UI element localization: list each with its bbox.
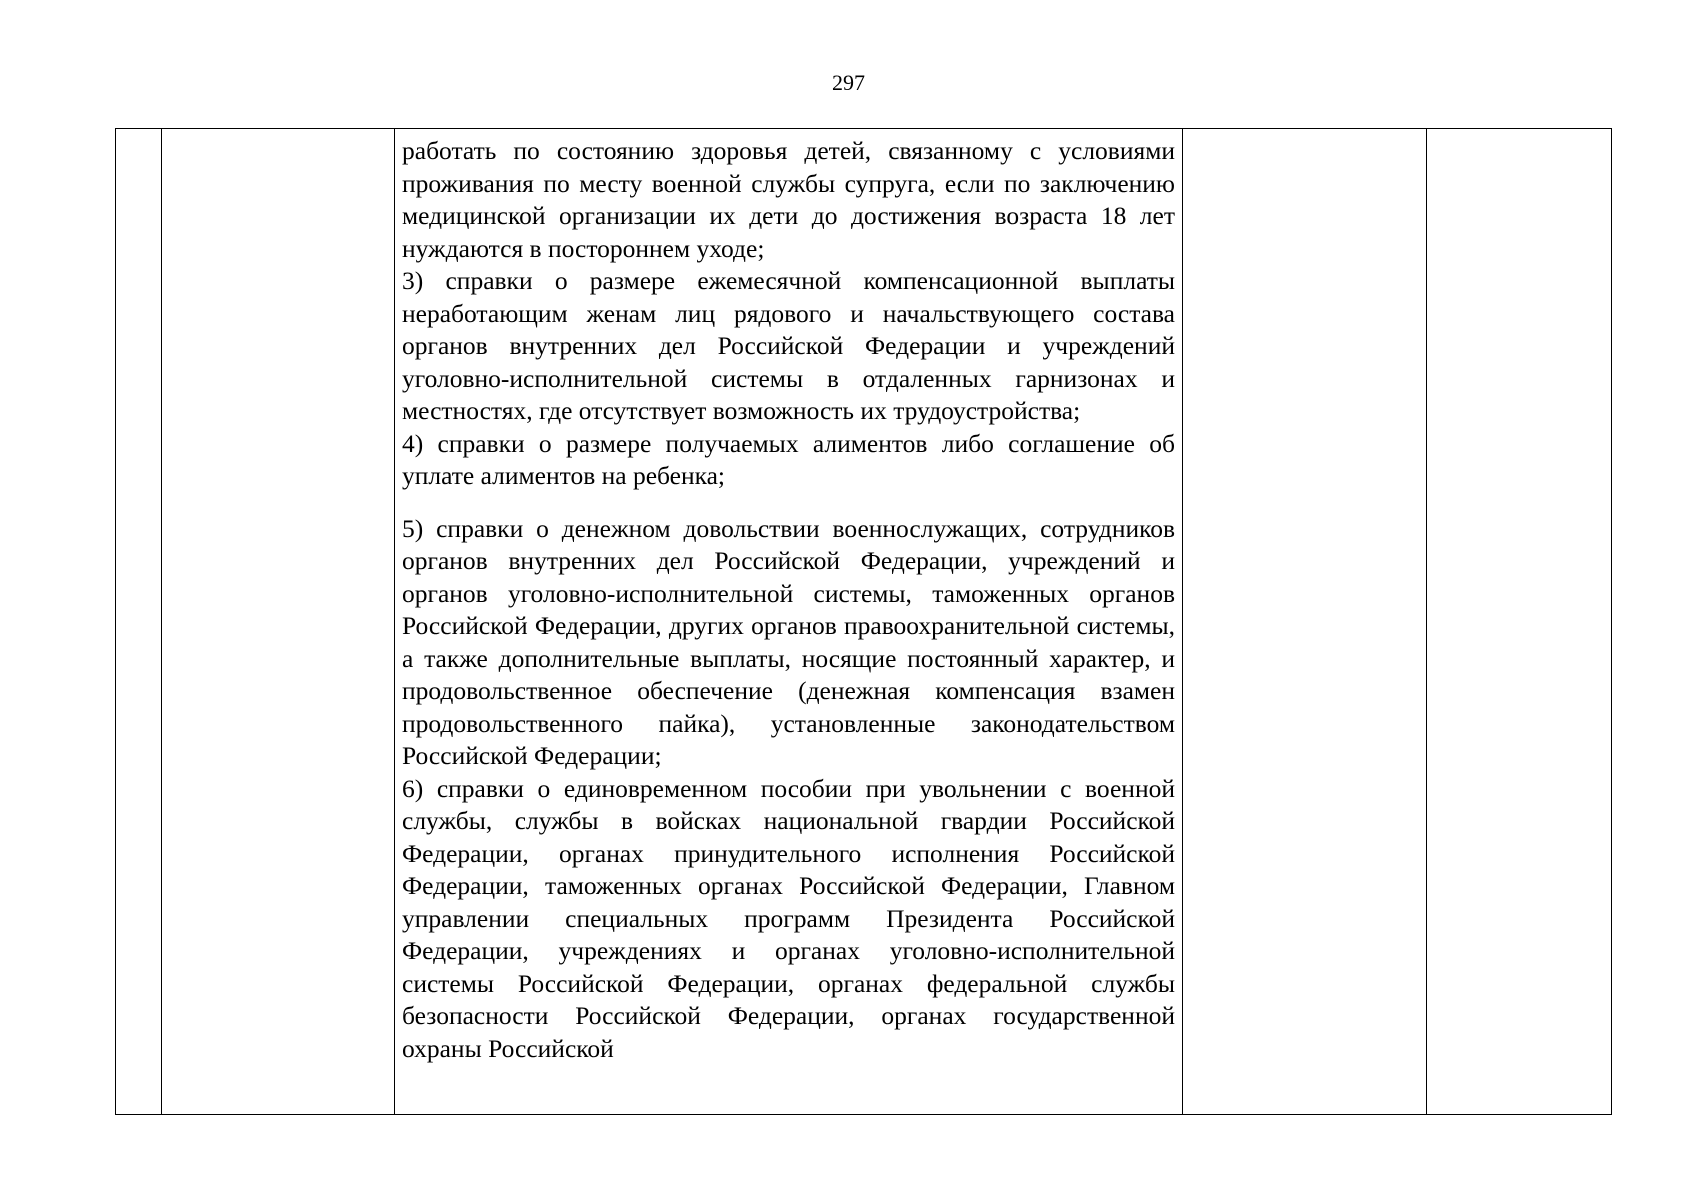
table-cell-name: [162, 129, 395, 1115]
paragraph-continuation: работать по состоянию здоровья детей, связанному с условиями проживания по месту военной службы супруга, если по заключению медицинской организации их дети до достижения возраста 18 лет нуждаются в постороннем уходе;: [402, 136, 1175, 263]
page-number: 297: [832, 70, 865, 95]
paragraph-item-5: 5) справки о денежном довольствии военнослужащих, сотрудников органов внутренних дел Российской Федерации, учреждений и органов уголовно-исполнительной системы, таможенных органов Российской Федерации, других органов правоохранительной системы, а также дополнительные выплаты, носящие постоянный характер, и продовольственное обеспечение (денежная компенсация взамен продовольственного пайка), установленные законодательством Российской Федерации;: [402, 513, 1175, 770]
paragraph-item-6: 6) справки о единовременном пособии при увольнении с военной службы, службы в войсках национальной гвардии Российской Федерации, органах принудительного исполнения Российской Федерации, таможенных органах Российской Федерации, Главном управлении специальных программ Президента Российской Федерации, учреждениях и органах уголовно-исполнительной системы Российской Федерации, органах федеральной службы безопасности Российской Федерации, органах государственной охраны Российской: [402, 773, 1175, 1063]
table-cell-documents: [395, 129, 1183, 1115]
paragraph-item-3: 3) справки о размере ежемесячной компенсационной выплаты неработающим женам лиц рядового и начальствующего состава органов внутренних дел Российской Федерации и учреждений уголовно-исполнительной системы в отдаленных гарнизонах и местностях, где отсутствует возможность их трудоустройства;: [402, 266, 1175, 425]
table-cell-number: [116, 129, 162, 1115]
paragraph-item-4: 4) справки о размере получаемых алиментов либо соглашение об уплате алиментов на ребенка;: [402, 428, 1175, 490]
table-cell-extra-1: [1183, 129, 1427, 1115]
table-row: [116, 129, 1612, 1115]
table-cell-extra-2: [1427, 129, 1612, 1115]
document-table: [115, 128, 1612, 1115]
documents-text: [395, 129, 1182, 1065]
